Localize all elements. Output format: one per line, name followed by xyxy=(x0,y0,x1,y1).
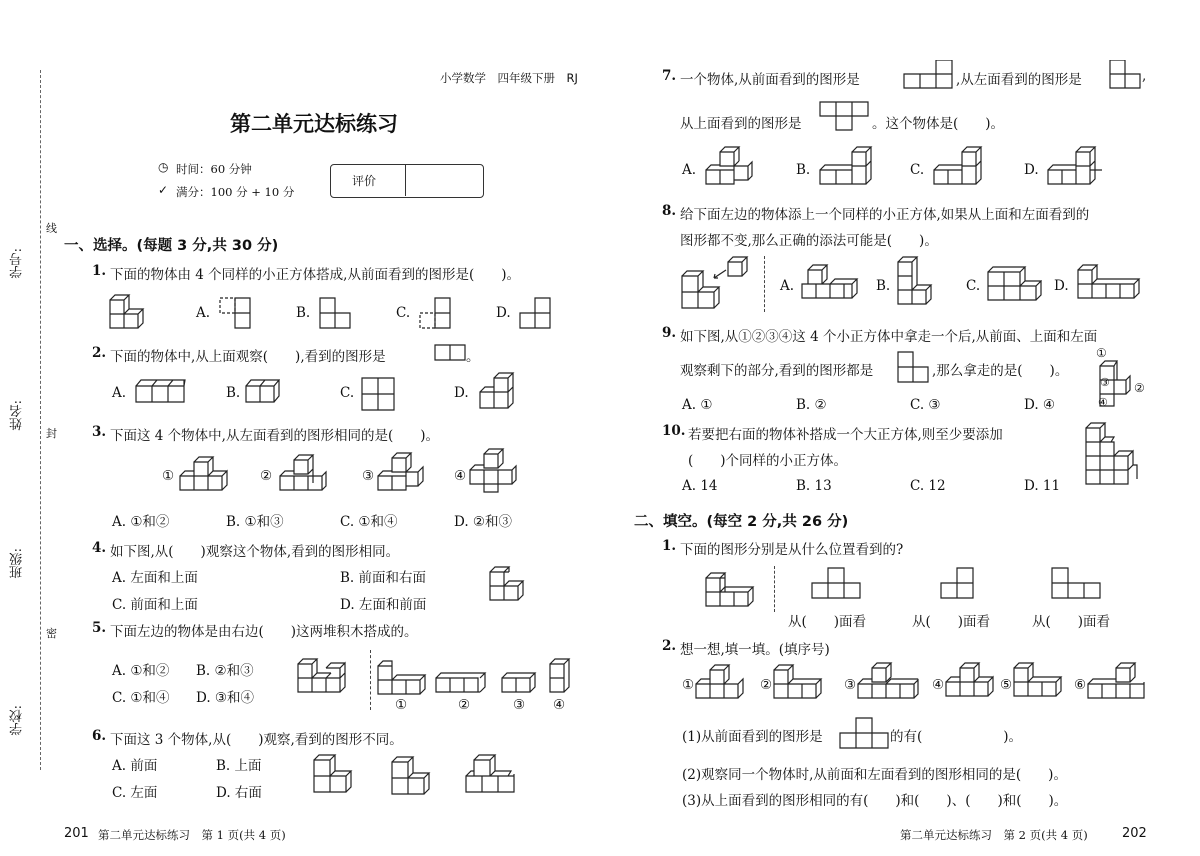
q3-opt-a[interactable]: A. ①和② xyxy=(112,514,170,530)
q10-object-figure xyxy=(1082,418,1148,488)
f2-label-1: ① xyxy=(682,677,695,693)
f2-s3: (3)从上面看到的图形相同的有( )和( )、( )和( )。 xyxy=(682,793,1068,809)
q7-text-d: 从上面看到的图形是 xyxy=(680,116,802,132)
f2-figure-3 xyxy=(856,660,922,706)
f2-figure-2 xyxy=(772,664,834,706)
q5-label-2: ② xyxy=(458,697,471,713)
q2-opt-b-figure xyxy=(244,376,280,408)
eval-label: 评价 xyxy=(352,174,377,188)
q1-opt-d-figure xyxy=(518,296,552,330)
check-icon: ✓ xyxy=(158,183,169,197)
q1-num: 1. xyxy=(92,263,107,279)
q7-opt-d[interactable]: D. xyxy=(1024,162,1039,178)
q9-text3: ,那么拿走的是( )。 xyxy=(932,363,1069,379)
q7-top-view xyxy=(818,100,870,132)
q1-opt-c-figure xyxy=(418,296,452,330)
q7-text-b: ,从左面看到的图形是 xyxy=(956,72,1082,88)
f2-s1b: 的有( )。 xyxy=(890,729,1023,745)
f2-s2: (2)观察同一个物体时,从前面和左面看到的图形相同的是( )。 xyxy=(682,767,1067,783)
q8-num: 8. xyxy=(662,203,677,219)
q3-opt-d[interactable]: D. ②和③ xyxy=(454,514,513,530)
q1-text: 下面的物体由 4 个同样的小正方体搭成,从前面看到的图形是( )。 xyxy=(110,267,520,283)
q8-opt-d[interactable]: D. xyxy=(1054,278,1069,294)
q10-text: 若要把右面的物体补搭成一个大正方体,则至少要添加 xyxy=(688,427,1003,443)
q2-num: 2. xyxy=(92,345,107,361)
q5-opt-a[interactable]: A. ①和② xyxy=(112,663,170,679)
q3-figure-4 xyxy=(468,448,518,494)
q9-text2: 观察剩下的部分,看到的图形都是 xyxy=(680,363,874,379)
margin-banji: 班级: xyxy=(10,548,25,579)
q6-num: 6. xyxy=(92,728,107,744)
f1-object-figure xyxy=(704,570,764,612)
q9-opt-b[interactable]: B. ② xyxy=(796,397,827,413)
f1-divider xyxy=(774,566,775,612)
q7-text-a: 一个物体,从前面看到的图形是 xyxy=(680,72,860,88)
q3-num: 3. xyxy=(92,424,107,440)
f2-text: 想一想,填一填。(填序号) xyxy=(680,642,830,658)
f2-s1-view xyxy=(838,716,890,750)
q9-opt-d[interactable]: D. ④ xyxy=(1024,397,1056,413)
f1-view-3 xyxy=(1050,566,1102,600)
q7-opt-a[interactable]: A. xyxy=(682,162,697,178)
f1-caption-2: 从( )面看 xyxy=(912,614,991,630)
q7-text-e: 。这个物体是( )。 xyxy=(872,116,1005,132)
f2-s1a: (1)从前面看到的图形是 xyxy=(682,729,823,745)
q9-num: 9. xyxy=(662,325,677,341)
q6-figure-1 xyxy=(312,752,366,798)
q5-label-4: ④ xyxy=(553,697,566,713)
section1-title: 一、选择。(每题 3 分,共 30 分) xyxy=(64,238,279,254)
q6-opt-d[interactable]: D. 右面 xyxy=(216,785,262,801)
q9-label-2: ② xyxy=(1134,381,1145,395)
q8-opt-b-figure xyxy=(896,256,948,312)
q7-num: 7. xyxy=(662,68,677,84)
q2-opt-c-figure xyxy=(360,372,398,412)
f2-label-4: ④ xyxy=(932,677,945,693)
q7-text-c: , xyxy=(1142,68,1147,84)
f1-num: 1. xyxy=(662,538,677,554)
q2-opt-c[interactable]: C. xyxy=(340,385,355,401)
q4-opt-b[interactable]: B. 前面和右面 xyxy=(340,570,427,586)
q2-opt-d[interactable]: D. xyxy=(454,385,469,401)
q9-opt-c[interactable]: C. ③ xyxy=(910,397,941,413)
q5-opt-c[interactable]: C. ①和④ xyxy=(112,690,170,706)
q8-opt-c[interactable]: C. xyxy=(966,278,981,294)
q2-opt-a[interactable]: A. xyxy=(112,385,127,401)
q9-target-view xyxy=(896,350,930,384)
q6-opt-a[interactable]: A. 前面 xyxy=(112,758,158,774)
q4-opt-a[interactable]: A. 左面和上面 xyxy=(112,570,198,586)
q1-opt-a[interactable]: A. xyxy=(196,305,211,321)
f2-figure-5 xyxy=(1012,662,1066,706)
footer-right-page-num: 202 xyxy=(1122,826,1147,841)
q1-opt-c[interactable]: C. xyxy=(396,305,411,321)
q5-label-3: ③ xyxy=(513,697,526,713)
q5-pile-1 xyxy=(376,658,428,700)
q3-opt-c[interactable]: C. ①和④ xyxy=(340,514,398,530)
q7-opt-c[interactable]: C. xyxy=(910,162,925,178)
q5-label-1: ① xyxy=(395,697,408,713)
margin-feng: 封 xyxy=(46,427,57,440)
q7-opt-a-figure xyxy=(704,144,756,190)
q2-opt-a-figure xyxy=(134,376,190,406)
margin-xian: 线 xyxy=(46,222,57,235)
q3-figure-3 xyxy=(376,450,428,494)
f1-view-2 xyxy=(940,566,976,600)
q3-opt-b[interactable]: B. ①和③ xyxy=(226,514,284,530)
f2-figure-1 xyxy=(694,664,750,706)
q6-text: 下面这 3 个物体,从( )观察,看到的图形不同。 xyxy=(110,732,403,748)
q8-opt-d-figure xyxy=(1074,262,1150,306)
q8-text2: 图形都不变,那么正确的添法可能是( )。 xyxy=(680,233,938,249)
q8-opt-a-figure xyxy=(800,262,864,306)
eval-divider xyxy=(405,164,406,196)
q10-opt-d[interactable]: D. 11 xyxy=(1024,478,1061,494)
section2-title: 二、填空。(每空 2 分,共 26 分) xyxy=(634,514,849,530)
score-label: 满分：100 分 + 10 分 xyxy=(176,185,295,199)
q6-opt-c[interactable]: C. 左面 xyxy=(112,785,158,801)
q8-object-figure xyxy=(678,256,752,312)
page-title: 第二单元达标练习 xyxy=(230,112,398,136)
q9-text: 如下图,从①②③④这 4 个小正方体中拿走一个后,从前面、上面和左面 xyxy=(680,329,1098,345)
f1-text: 下面的图形分别是从什么位置看到的? xyxy=(680,542,904,558)
q8-divider xyxy=(764,256,765,312)
margin-xuehao: 学号: xyxy=(10,248,25,279)
f2-num: 2. xyxy=(662,638,677,654)
q2-target-figure xyxy=(434,344,466,362)
q10-opt-b[interactable]: B. 13 xyxy=(796,478,832,494)
q7-opt-d-figure xyxy=(1046,144,1108,190)
f1-view-1 xyxy=(810,566,862,600)
q1-opt-a-figure xyxy=(218,296,252,330)
footer-left-page-num: 201 xyxy=(64,826,89,841)
q7-left-view xyxy=(1108,60,1142,90)
f1-caption-3: 从( )面看 xyxy=(1032,614,1111,630)
binding-line xyxy=(40,70,41,770)
footer-left-text: 第二单元达标练习 第 1 页(共 4 页) xyxy=(98,828,286,842)
q9-label-4: ④ xyxy=(1098,396,1108,409)
q9-label-3: ③ xyxy=(1100,376,1110,389)
time-label: 时间：60 分钟 xyxy=(176,162,252,176)
q7-front-view xyxy=(902,60,954,90)
q5-pile-2 xyxy=(434,666,496,700)
q7-opt-c-figure xyxy=(932,144,986,190)
q6-opt-b[interactable]: B. 上面 xyxy=(216,758,262,774)
q2-opt-b[interactable]: B. xyxy=(226,385,241,401)
q7-opt-b-figure xyxy=(818,144,882,190)
q3-text: 下面这 4 个物体中,从左面看到的图形相同的是( )。 xyxy=(110,428,439,444)
f1-caption-1: 从( )面看 xyxy=(788,614,867,630)
q3-label-3: ③ xyxy=(362,468,375,484)
q3-label-4: ④ xyxy=(454,468,467,484)
q10-opt-a[interactable]: A. 14 xyxy=(682,478,718,494)
q3-figure-2 xyxy=(274,452,334,494)
f2-label-6: ⑥ xyxy=(1074,677,1087,693)
f2-figure-6 xyxy=(1086,660,1150,706)
q2-tail: 。 xyxy=(466,349,480,365)
f2-label-5: ⑤ xyxy=(1000,677,1013,693)
q1-object-figure xyxy=(108,292,152,334)
margin-xuexiao: 学校: xyxy=(10,705,25,736)
f2-figure-4 xyxy=(944,660,998,706)
q5-num: 5. xyxy=(92,620,107,636)
margin-xingming: 姓名: xyxy=(10,400,25,431)
q4-num: 4. xyxy=(92,540,107,556)
q10-text2: ( )个同样的小正方体。 xyxy=(688,453,848,469)
clock-icon: ◷ xyxy=(158,160,169,174)
q1-opt-b-figure xyxy=(318,296,352,330)
margin-mi: 密 xyxy=(46,627,57,640)
q5-opt-d[interactable]: D. ③和④ xyxy=(196,690,255,706)
q3-label-1: ① xyxy=(162,468,175,484)
q9-label-1: ① xyxy=(1096,346,1107,360)
q3-figure-1 xyxy=(176,452,236,494)
q8-opt-c-figure xyxy=(986,262,1042,306)
q4-opt-d[interactable]: D. 左面和前面 xyxy=(340,597,427,613)
q8-opt-a[interactable]: A. xyxy=(780,278,795,294)
q4-object-figure xyxy=(486,566,532,606)
q1-opt-d[interactable]: D. xyxy=(496,305,511,321)
q5-text: 下面左边的物体是由右边( )这两堆积木搭成的。 xyxy=(110,624,418,640)
footer-right-text: 第二单元达标练习 第 2 页(共 4 页) xyxy=(900,828,1088,842)
f2-label-3: ③ xyxy=(844,677,857,693)
f2-label-2: ② xyxy=(760,677,773,693)
q5-pile-3 xyxy=(500,666,546,700)
q5-pile-4 xyxy=(548,656,574,700)
q6-figure-3 xyxy=(462,752,520,798)
q6-figure-2 xyxy=(388,754,446,798)
q5-divider xyxy=(370,650,371,710)
q5-opt-b[interactable]: B. ②和③ xyxy=(196,663,254,679)
q4-text: 如下图,从( )观察这个物体,看到的图形相同。 xyxy=(110,544,400,560)
series-label: 小学数学 四年级下册 RJ xyxy=(440,71,578,85)
q5-object-figure xyxy=(296,654,358,700)
q3-label-2: ② xyxy=(260,468,273,484)
q2-text: 下面的物体中,从上面观察( ),看到的图形是 xyxy=(110,349,386,365)
q10-opt-c[interactable]: C. 12 xyxy=(910,478,946,494)
q9-opt-a[interactable]: A. ① xyxy=(682,397,713,413)
q4-opt-c[interactable]: C. 前面和上面 xyxy=(112,597,198,613)
q7-opt-b[interactable]: B. xyxy=(796,162,811,178)
q8-text: 给下面左边的物体添上一个同样的小正方体,如果从上面和左面看到的 xyxy=(680,207,1090,223)
q1-opt-b[interactable]: B. xyxy=(296,305,311,321)
q10-num: 10. xyxy=(662,423,686,439)
q2-opt-d-figure xyxy=(474,372,522,412)
q8-opt-b[interactable]: B. xyxy=(876,278,891,294)
